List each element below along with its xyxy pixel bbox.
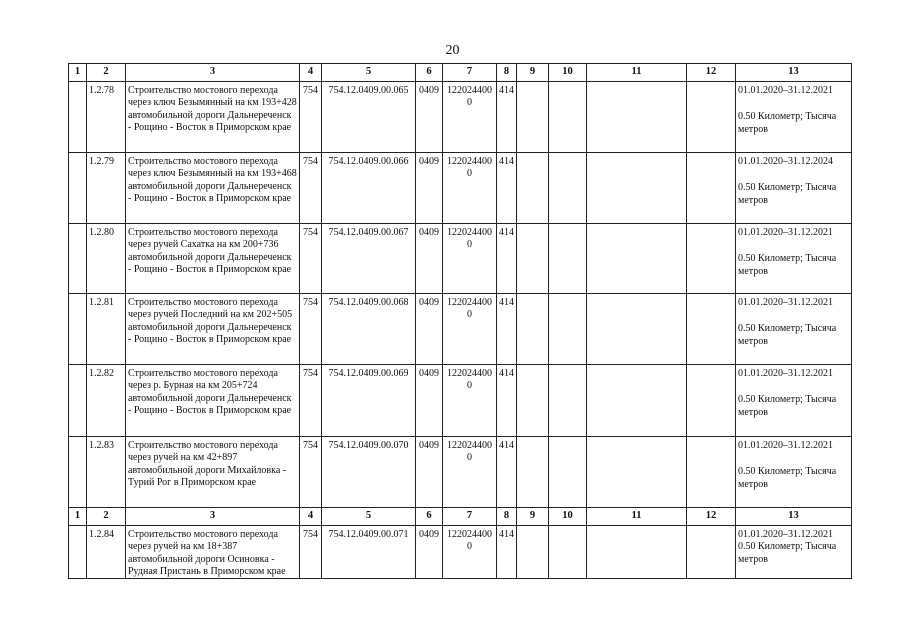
col-11-cell	[587, 526, 687, 579]
col-11-cell	[587, 153, 687, 224]
col-4-cell: 754	[300, 526, 322, 579]
code-cell: 754.12.0409.00.070	[322, 437, 416, 508]
section-code-cell: 0409	[416, 365, 443, 437]
col-9-cell	[517, 365, 549, 437]
table-header-row	[69, 64, 852, 82]
col-10-cell	[549, 294, 587, 365]
col-1-cell	[69, 82, 87, 153]
col-4-cell: 754	[300, 365, 322, 437]
description-cell: Строительство мостового перехода через р. Бурная на км 205+724 автомобильной дороги Дальнереченск - Рощино - Восток в Приморском крае	[126, 365, 300, 437]
volume-text: 0.50 Километр; Тысяча метров	[738, 111, 837, 135]
header-cell-11: 11	[587, 508, 687, 526]
code-cell: 754.12.0409.00.071	[322, 526, 416, 579]
table-header-row-repeat	[69, 508, 852, 526]
header-cell-13: 13	[736, 64, 852, 82]
data-table	[68, 63, 852, 579]
period-cell	[736, 82, 852, 153]
section-code-cell: 0409	[416, 437, 443, 508]
col-11-cell	[587, 294, 687, 365]
period-cell	[736, 153, 852, 224]
header-cell-4: 4	[300, 508, 322, 526]
header-cell-11: 11	[587, 64, 687, 82]
table-row	[69, 153, 852, 224]
col-10-cell	[549, 224, 587, 294]
description-cell: Строительство мостового перехода через ручей Последний на км 202+505 автомобильной дороги Дальнереченск - Рощино - Восток в Приморском крае	[126, 294, 300, 365]
col-12-cell	[687, 437, 736, 508]
type-code-cell: 414	[497, 82, 517, 153]
col-1-cell	[69, 224, 87, 294]
period-cell	[736, 526, 852, 579]
col-4-cell: 754	[300, 224, 322, 294]
header-cell-9: 9	[517, 508, 549, 526]
item-number-cell: 1.2.83	[87, 437, 126, 508]
header-cell-1: 1	[69, 64, 87, 82]
description-cell: Строительство мостового перехода через ключ Безымянный на км 193+428 автомобильной дороги Дальнереченск - Рощино - Восток в Приморском крае	[126, 82, 300, 153]
col-4-cell: 754	[300, 437, 322, 508]
date-range: 01.01.2020–31.12.2024	[738, 156, 833, 167]
col-1-cell	[69, 294, 87, 365]
header-cell-12: 12	[687, 508, 736, 526]
volume-text: 0.50 Километр; Тысяча метров	[738, 394, 837, 418]
code-cell: 754.12.0409.00.066	[322, 153, 416, 224]
col-12-cell	[687, 365, 736, 437]
col-4-cell: 754	[300, 294, 322, 365]
date-range: 01.01.2020–31.12.2021	[738, 529, 833, 540]
header-cell-5: 5	[322, 64, 416, 82]
description-cell: Строительство мостового перехода через ключ Безымянный на км 193+468 автомобильной дороги Дальнереченск - Рощино - Восток в Приморском крае	[126, 153, 300, 224]
target-code-cell: 1220244000	[443, 365, 497, 437]
col-9-cell	[517, 224, 549, 294]
type-code-cell: 414	[497, 437, 517, 508]
target-code-cell: 1220244000	[443, 294, 497, 365]
date-range: 01.01.2020–31.12.2021	[738, 368, 833, 379]
section-code-cell: 0409	[416, 526, 443, 579]
table-row	[69, 224, 852, 294]
section-code-cell: 0409	[416, 153, 443, 224]
type-code-cell: 414	[497, 224, 517, 294]
date-range: 01.01.2020–31.12.2021	[738, 85, 833, 96]
type-code-cell: 414	[497, 294, 517, 365]
date-range: 01.01.2020–31.12.2021	[738, 440, 833, 451]
col-11-cell	[587, 224, 687, 294]
type-code-cell: 414	[497, 365, 517, 437]
target-code-cell: 1220244000	[443, 526, 497, 579]
col-12-cell	[687, 526, 736, 579]
period-cell	[736, 437, 852, 508]
table-row	[69, 294, 852, 365]
col-11-cell	[587, 365, 687, 437]
table-row	[69, 437, 852, 508]
header-cell-10: 10	[549, 64, 587, 82]
header-cell-9: 9	[517, 64, 549, 82]
col-12-cell	[687, 153, 736, 224]
period-cell	[736, 224, 852, 294]
col-1-cell	[69, 437, 87, 508]
header-cell-12: 12	[687, 64, 736, 82]
header-cell-6: 6	[416, 64, 443, 82]
header-cell-2: 2	[87, 64, 126, 82]
item-number-cell: 1.2.80	[87, 224, 126, 294]
target-code-cell: 1220244000	[443, 224, 497, 294]
date-range: 01.01.2020–31.12.2021	[738, 297, 833, 308]
volume-text: 0.50 Километр; Тысяча метров	[738, 253, 837, 277]
page-number: 20	[445, 43, 460, 58]
col-11-cell	[587, 437, 687, 508]
section-code-cell: 0409	[416, 294, 443, 365]
period-cell	[736, 294, 852, 365]
volume-text: 0.50 Километр; Тысяча метров	[738, 466, 837, 490]
table-row	[69, 82, 852, 153]
item-number-cell: 1.2.84	[87, 526, 126, 579]
item-number-cell: 1.2.82	[87, 365, 126, 437]
col-10-cell	[549, 153, 587, 224]
header-cell-3: 3	[126, 64, 300, 82]
header-cell-1: 1	[69, 508, 87, 526]
period-cell	[736, 365, 852, 437]
col-1-cell	[69, 365, 87, 437]
col-10-cell	[549, 526, 587, 579]
code-cell: 754.12.0409.00.067	[322, 224, 416, 294]
type-code-cell: 414	[497, 153, 517, 224]
col-9-cell	[517, 526, 549, 579]
col-4-cell: 754	[300, 153, 322, 224]
col-10-cell	[549, 365, 587, 437]
header-cell-3: 3	[126, 508, 300, 526]
header-cell-6: 6	[416, 508, 443, 526]
table-row	[69, 365, 852, 437]
header-cell-8: 8	[497, 64, 517, 82]
volume-text: 0.50 Километр; Тысяча метров	[738, 323, 837, 347]
code-cell: 754.12.0409.00.068	[322, 294, 416, 365]
col-11-cell	[587, 82, 687, 153]
header-cell-13: 13	[736, 508, 852, 526]
description-cell: Строительство мостового перехода через ручей на км 42+897 автомобильной дороги Михайловка - Турий Рог в Приморском крае	[126, 437, 300, 508]
item-number-cell: 1.2.78	[87, 82, 126, 153]
section-code-cell: 0409	[416, 82, 443, 153]
header-cell-2: 2	[87, 508, 126, 526]
header-cell-7: 7	[443, 508, 497, 526]
date-range: 01.01.2020–31.12.2021	[738, 227, 833, 238]
col-4-cell: 754	[300, 82, 322, 153]
col-1-cell	[69, 153, 87, 224]
header-cell-8: 8	[497, 508, 517, 526]
description-cell: Строительство мостового перехода через ручей на км 18+387 автомобильной дороги Осиновка - Рудная Пристань в Приморском крае	[126, 526, 300, 579]
col-1-cell	[69, 526, 87, 579]
type-code-cell: 414	[497, 526, 517, 579]
col-10-cell	[549, 437, 587, 508]
item-number-cell: 1.2.79	[87, 153, 126, 224]
code-cell: 754.12.0409.00.065	[322, 82, 416, 153]
code-cell: 754.12.0409.00.069	[322, 365, 416, 437]
col-12-cell	[687, 82, 736, 153]
col-12-cell	[687, 294, 736, 365]
header-cell-4: 4	[300, 64, 322, 82]
section-code-cell: 0409	[416, 224, 443, 294]
col-9-cell	[517, 82, 549, 153]
col-9-cell	[517, 437, 549, 508]
target-code-cell: 1220244000	[443, 153, 497, 224]
item-number-cell: 1.2.81	[87, 294, 126, 365]
col-12-cell	[687, 224, 736, 294]
header-cell-10: 10	[549, 508, 587, 526]
header-cell-7: 7	[443, 64, 497, 82]
table-row	[69, 526, 852, 579]
volume-text: 0.50 Километр; Тысяча метров	[738, 182, 837, 206]
description-cell: Строительство мостового перехода через ручей Сахатка на км 200+736 автомобильной дороги Дальнереченск - Рощино - Восток в Приморском крае	[126, 224, 300, 294]
col-9-cell	[517, 153, 549, 224]
target-code-cell: 1220244000	[443, 437, 497, 508]
col-10-cell	[549, 82, 587, 153]
header-cell-5: 5	[322, 508, 416, 526]
volume-text: 0.50 Километр; Тысяча метров	[738, 541, 837, 565]
col-9-cell	[517, 294, 549, 365]
target-code-cell: 1220244000	[443, 82, 497, 153]
